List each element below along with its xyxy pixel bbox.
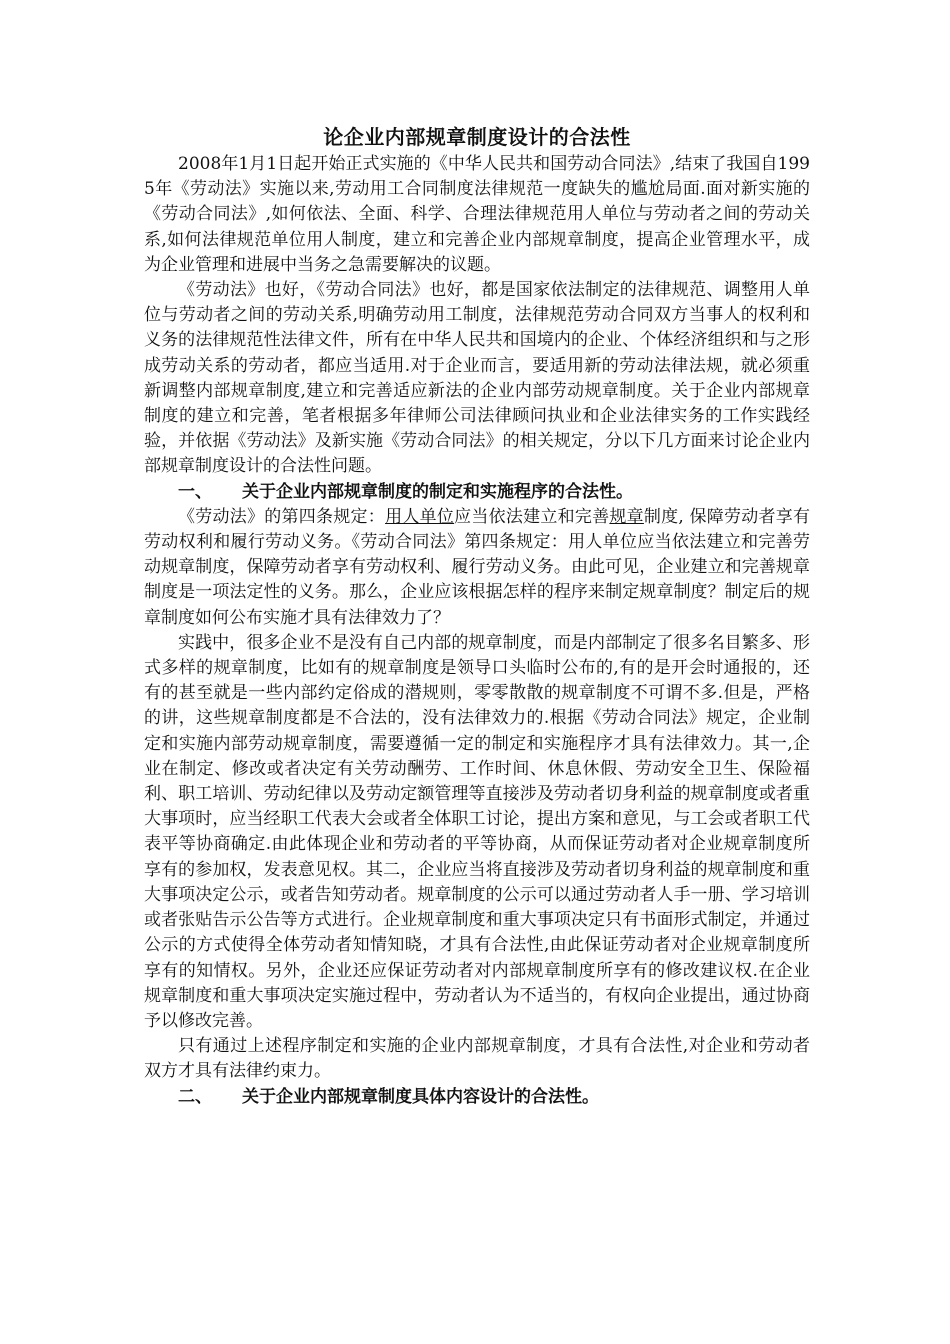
paragraph-practice: 实践中，很多企业不是没有自己内部的规章制度，而是内部制定了很多名目繁多、形式多样的规章制度，比如有的规章制度是领导口头临时公布的,有的是开会时通报的，还有的甚至就是一些内部约定俗成的潜规则，零零散散的规章制度不可谓不多.但是，严格的讲，这些规章制度都是不合法的，没有法律效力的.根据《劳动合同法》规定，企业制定和实施内部劳动规章制度，需要遵循一定的制定和实施程序才具有法律效力。其一,企业在制定、修改或者决定有关劳动酬劳、工作时间、休息休假、劳动安全卫生、保险福利、职工培训、劳动纪律以及劳动定额管理等直接涉及劳动者切身利益的规章制度或者重大事项时，应当经职工代表大会或者全体职工讨论，提出方案和意见，与工会或者职工代表平等协商确定.由此体现企业和劳动者的平等协商，从而保证劳动者对企业规章制度所享有的参加权，发表意见权。其二，企业应当将直接涉及劳动者切身利益的规章制度和重大事项决定公示，或者告知劳动者。规章制度的公示可以通过劳动者人手一册、学习培训或者张贴告示公告等方式进行。企业规章制度和重大事项决定只有书面形式制定，并通过公示的方式使得全体劳动者知情知晓，才具有合法性,由此保证劳动者对企业规章制度所享有的知情权。另外，企业还应保证劳动者对内部规章制度所享有的修改建议权.在企业规章制度和重大事项决定实施过程中，劳动者认为不适当的，有权向企业提出，通过协商予以修改完善。	[144, 632, 810, 1031]
article-four-text-a: 《劳动法》的第四条规定：	[178, 506, 386, 527]
section-heading-2	[144, 1085, 810, 1110]
section-number-1: 一、	[178, 481, 212, 502]
document-title: 论企业内部规章制度设计的合法性	[323, 125, 631, 149]
link-employer[interactable]: 用人单位	[385, 506, 455, 527]
section-number-2: 二、	[178, 1086, 212, 1107]
paragraph-intro: 2008年1月1日起开始正式实施的《中华人民共和国劳动合同法》,结束了我国自1995年《劳动法》实施以来,劳动用工合同制度法律规范一度缺失的尴尬局面.面对新实施的《劳动合同法》,如何依法、全面、科学、合理法律规范用人单位与劳动者之间的劳动关系,如何法律规范单位用人制度，建立和完善企业内部规章制度，提高企业管理水平，成为企业管理和进展中当务之急需要解决的议题。	[144, 154, 810, 275]
section-heading-1	[144, 480, 810, 505]
article-four-text-c: 制度, 保障劳动者享有劳动权利和履行劳动义务。《劳动合同法》第四条规定：用人单位应当依法建立和完善劳动规章制度，保障劳动者享有劳动权利、履行劳动义务。由此可见，企业建立和完善规章制度是一项法定性的义务。那么，企业应该根据怎样的程序来制定规章制度？制定后的规章制度如何公布实施才具有法律效力了？	[144, 506, 811, 628]
paragraph-law-overview: 《劳动法》也好，《劳动合同法》也好，都是国家依法制定的法律规范、调整用人单位与劳动者之间的劳动关系,明确劳动用工制度，法律规范劳动合同双方当事人的权利和义务的法律规范性法律文件，所有在中华人民共和国境内的企业、个体经济组织和与之形成劳动关系的劳动者，都应当适用.对于企业而言，要适用新的劳动法律法规，就必须重新调整内部规章制度,建立和完善适应新法的企业内部劳动规章制度。关于企业内部规章制度的建立和完善，笔者根据多年律师公司法律顾问执业和企业法律实务的工作实践经验，并依据《劳动法》及新实施《劳动合同法》的相关规定，分以下几方面来讨论企业内部规章制度设计的合法性问题。	[144, 280, 810, 477]
document-page	[144, 124, 810, 1110]
link-regulations[interactable]: 规章	[609, 506, 644, 527]
paragraph-article-four	[144, 505, 810, 631]
paragraph-conclusion: 只有通过上述程序制定和实施的企业内部规章制度，才具有合法性,对企业和劳动者双方才具有法律约束力。	[144, 1036, 810, 1082]
article-four-text-b: 应当依法建立和完善	[454, 506, 610, 527]
section-title-2: 关于企业内部规章制度具体内容设计的合法性。	[242, 1086, 599, 1107]
section-title-1: 关于企业内部规章制度的制定和实施程序的合法性。	[242, 481, 633, 502]
